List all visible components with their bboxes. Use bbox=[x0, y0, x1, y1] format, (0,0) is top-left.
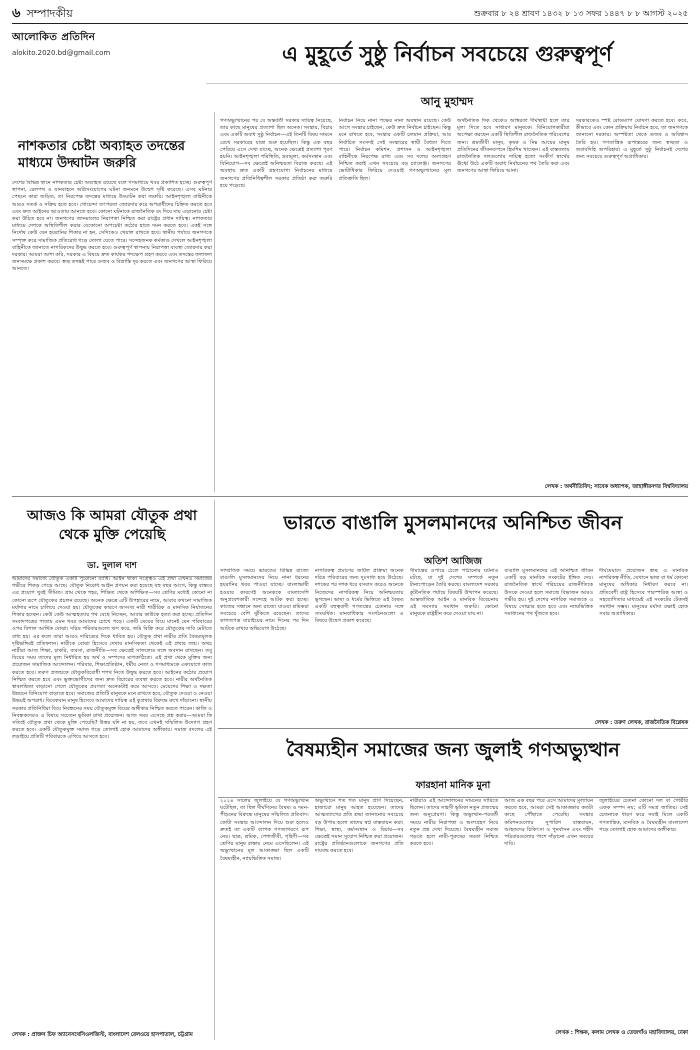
article4-body bbox=[220, 798, 688, 1024]
article4-byline: ফারহানা মানিক মুনা bbox=[218, 776, 688, 798]
section-title: সম্পাদকীয় bbox=[26, 7, 73, 20]
article3-col5: দীর্ঘমেয়াদে প্রয়োজন স্বচ্ছ ও মানবিক নাগরিকত্ব নীতি, যেখানে ভাষা বা ধর্ম কোনো মানুষের অধিকার নির্ধারণ করবে না। প্রতিবেশী রাষ্ট্র হিসেবে পারস্পরিক আস্থা ও সহযোগিতার মাধ্যমেই এই সংকটের টেকসই সমাধান সম্ভব। মানুষের মর্যাদা রক্ষাই হোক সবার অগ্রাধিকার। bbox=[599, 568, 688, 618]
article2-byline: ডা. দুলাল দাশ bbox=[12, 556, 212, 577]
article4-headline: বৈষম্যহীন সমাজের জন্য জুলাই গণঅভ্যুত্থান bbox=[286, 739, 620, 761]
article1-col1: গণঅভ্যুত্থানের পর যে অন্তর্বর্তী সরকার দায়িত্ব নিয়েছে, তার কাছে মানুষের প্রত্যাশা ছিল অনেক। সংস্কার, বিচার এবং একটি অবাধ সুষ্ঠু নির্বাচন—এই তিনটি বিষয় সামনে রেখে সরকারের যাত্রা শুরু হয়েছিল। কিন্তু এক বছর পেরিয়ে এসে দেখা যাচ্ছে, অনেক ক্ষেত্রেই প্রত্যাশা পূরণ হয়নি। আইনশৃঙ্খলা পরিস্থিতি, দ্রব্যমূল্য, কর্মসংস্থান এবং বিনিয়োগ—সব ক্ষেত্রেই অনিশ্চয়তা বিরাজ করছে। এই অবস্থায় দ্রুত একটি গ্রহণযোগ্য নির্বাচনের মাধ্যমে জনগণের প্রতিনিধিত্বশীল সরকার প্রতিষ্ঠা করা জরুরি হয়ে পড়েছে। bbox=[220, 118, 333, 189]
editorial-body: দেশের বিভিন্ন স্থানে নাশকতার চেষ্টা অব্যাহত রয়েছে বলে গণমাধ্যমে খবর প্রকাশিত হচ্ছে। গুরুত্বপূর্ণ স্থাপনা, রেলপথ ও যানবাহনে অগ্নিসংযোগের ঘটনা জনমনে উদ্বেগ সৃষ্টি করেছে। এসব ঘটনার পেছনে কারা জড়িত, তা নিরপেক্ষ তদন্তের মাধ্যমে উদ্ঘাটন করা জরুরি। আইনশৃঙ্খলা বাহিনীকে আরও সতর্ক ও সক্রিয় হতে হবে। গোয়েন্দা তৎপরতা জোরদার করে অপরাধীদের চিহ্নিত করতে হবে এবং দ্রুত আইনের আওতায় আনতে হবে। কোনো ঘটনাকে রাজনৈতিক রং দিয়ে দায় এড়ানোর চেষ্টা করা উচিত হবে না। জনগণের জানমালের নিরাপত্তা নিশ্চিত করা রাষ্ট্রের প্রধান দায়িত্ব। নাশকতার মাধ্যমে দেশকে অস্থিতিশীল করার যেকোনো অপচেষ্টা কঠোর হাতে দমন করতে হবে। একই সঙ্গে নির্দোষ কেউ যেন হয়রানির শিকার না হন, সেদিকেও খেয়াল রাখতে হবে। স্থানীয় পর্যায়ে জনগণকে সম্পৃক্ত করে সামাজিক প্রতিরোধ গড়ে তোলা যেতে পারে। সন্দেহজনক কর্মকাণ্ড দেখলে আইনশৃঙ্খলা বাহিনীকে জানাতে নাগরিকদের উদ্বুদ্ধ করতে হবে। গুরুত্বপূর্ণ স্থাপনায় নিরাপত্তা ব্যবস্থা জোরদার করা দরকার। আমরা আশা করি, সরকার এ বিষয়ে দ্রুত কার্যকর পদক্ষেপ গ্রহণ করবে এবং তদন্তের ফলাফল জনসমক্ষে প্রকাশ করবে। স্বচ্ছ তদন্তই পারে গুজব ও বিভ্রান্তি দূর করতে এবং জনগণের আস্থা ফিরিয়ে আনতে। bbox=[12, 180, 212, 273]
article3-author-note: লেখক : তরুণ লেখক, রাজনৈতিক বিশ্লেষক bbox=[594, 720, 688, 726]
article3-headline-box bbox=[218, 502, 688, 548]
issue-date: শুক্রবার ৮ ২৪ শ্রাবণ ১৪৩২ ৮ ১৩ সফর ১৪৪৭ ৮ ৮ আগস্ট ২০২৫ bbox=[474, 9, 688, 18]
article4-col1: ২০২৪ সালের জুলাইয়ে যে গণঅভ্যুত্থান ঘটেছিল, তা ছিল দীর্ঘদিনের বৈষম্য ও দমন-পীড়নের বিরুদ্ধে মানুষের সম্মিলিত প্রতিবাদ। কোটা সংস্কার আন্দোলন দিয়ে শুরু হলেও দ্রুতই তা একটি ব্যাপক গণজাগরণে রূপ নেয়। ছাত্র, শ্রমিক, পেশাজীবী, গৃহিণী—সব শ্রেণির মানুষ রাস্তায় নেমে এসেছিলেন। এই অভ্যুত্থানের মূল আকাঙ্ক্ষা ছিল একটি বৈষম্যহীন, ন্যায়ভিত্তিক সমাজ। bbox=[220, 798, 309, 862]
article1-col3: অর্থনৈতিক দিক থেকেও অস্থিরতা দীর্ঘস্থায়ী হলে তার মূল্য দিতে হবে সাধারণ মানুষকে। বিনিয়োগকারীরা অপেক্ষা করছেন একটি স্থিতিশীল রাজনৈতিক পরিবেশের জন্য। শ্রমজীবী মানুষ, কৃষক ও নিম্ন আয়ের মানুষ প্রতিদিনের জীবনযাপনে হিমশিম খাচ্ছেন। এই বাস্তবতায় রাজনৈতিক দলগুলোর দায়িত্ব হলো সংকীর্ণ স্বার্থের ঊর্ধ্বে উঠে একটি অবাধ নির্বাচনের পথ তৈরি করা এবং জনগণের আস্থা ফিরিয়ে আনা। bbox=[457, 118, 570, 175]
article1-body bbox=[220, 118, 688, 478]
article2-headline: আজও কি আমরা যৌতুক প্রথা থেকে মুক্তি পেয়েছি bbox=[27, 508, 197, 543]
editorial-box bbox=[12, 62, 212, 492]
contact-email[interactable]: alokito.2020.bd@gmail.com bbox=[12, 49, 111, 57]
section-divider bbox=[218, 728, 688, 729]
article1-col4: সরকারকেও স্পষ্ট রোডম্যাপ ঘোষণা করতে হবে। কবে, কীভাবে এবং কোন প্রক্রিয়ায় নির্বাচন হবে, তা জনগণকে জানানো দরকার। অস্পষ্টতা থেকে গুজব ও অবিশ্বাস তৈরি হয়। গণতান্ত্রিক রূপান্তরের জন্য স্বচ্ছতা ও জবাবদিহি অপরিহার্য। এ মুহূর্তে সুষ্ঠু নির্বাচনই দেশের জন্য সবচেয়ে গুরুত্বপূর্ণ অগ্রাধিকার। bbox=[575, 118, 688, 161]
column-divider bbox=[214, 500, 215, 1040]
article4-headline-box bbox=[218, 730, 688, 774]
article3-byline: অতিশ আজিজ bbox=[424, 556, 482, 567]
article4-author-note: লেখক : শিক্ষক, কলাম লেখক ও তেজগাঁও মহাবিদ্যালয়, ঢাকা bbox=[555, 1030, 688, 1036]
article1-headline-box bbox=[206, 28, 688, 84]
newspaper-logo: আলোকিত প্রতিদিন bbox=[12, 32, 96, 43]
article2-body: আমাদের সমাজে যৌতুক একটি পুরোনো ব্যাধি। আইন থাকা সত্ত্বেও এই প্রথা এখনও সমাজের গভীরে শিকড় গেড়ে আছে। যৌতুক নিরোধ আইন প্রণয়ন করা হয়েছে বহু বছর আগে, কিন্তু বাস্তবে এর প্রয়োগ খুবই সীমিত। গ্রাম থেকে শহর, শিক্ষিত থেকে অশিক্ষিত—সব শ্রেণির মধ্যেই কোনো না কোনো রূপে যৌতুকের প্রচলন রয়েছে। অনেক ক্ষেত্রে এটি উপহারের নামে, আবার কখনো সামাজিক মর্যাদার নামে চালিয়ে দেওয়া হয়। যৌতুকের কারণে অসংখ্য নারী শারীরিক ও মানসিক নির্যাতনের শিকার হচ্ছেন। কেউ কেউ আত্মহত্যার পথ বেছে নিচ্ছেন, আবার কাউকে হত্যা করা হচ্ছে। প্রতিদিন সংবাদপত্রের পাতায় এমন খবর আমাদের চোখে পড়ে। একটি মেয়ের বিয়ে মানেই যেন পরিবারের ওপর বিশাল আর্থিক বোঝা। দরিদ্র পরিবারগুলো ঋণ করে, জমি বিক্রি করে যৌতুকের দাবি মেটাতে বাধ্য হয়। এর ফলে তারা আরও দারিদ্র্যের দিকে ধাবিত হয়। যৌতুক প্রথা নারীর প্রতি বৈষম্যমূলক দৃষ্টিভঙ্গিরই প্রতিফলন। নারীকে বোঝা হিসেবে দেখার মানসিকতা থেকেই এই প্রথার জন্ম। অথচ নারীরা আজ শিক্ষা, চাকরি, ব্যবসা, রাজনীতি—সব ক্ষেত্রেই সাফল্যের সঙ্গে অবদান রাখছেন। তবু বিয়ের সময় তাদের মূল্য নির্ধারিত হয় অর্থ ও সম্পদের মাপকাঠিতে। এই প্রথা থেকে মুক্তির জন্য প্রয়োজন সামাজিক আন্দোলন। পরিবার, শিক্ষাপ্রতিষ্ঠান, ধর্মীয় নেতা ও গণমাধ্যমকে একযোগে কাজ করতে হবে। তরুণ প্রজন্মকে যৌতুকবিরোধী শপথ নিতে উদ্বুদ্ধ করতে হবে। আইনের কঠোর প্রয়োগ নিশ্চিত করতে হবে এবং ভুক্তভোগীদের জন্য দ্রুত বিচারের ব্যবস্থা করতে হবে। নারীর অর্থনৈতিক স্বাবলম্বিতা বাড়ানো গেলে যৌতুকের প্রবণতা অনেকটাই কমে আসবে। মেয়েদের শিক্ষা ও দক্ষতা উন্নয়নে বিনিয়োগ বাড়াতে হবে। সমাজের প্রতিটি মানুষকে মনে রাখতে হবে, যৌতুক দেওয়া ও নেওয়া উভয়ই অপরাধ। বিবেকবান মানুষ হিসেবে আমাদের দায়িত্ব এই কুপ্রথার বিরুদ্ধে রুখে দাঁড়ানো। স্থানীয় সরকার প্রতিনিধিরা বিয়ে নিবন্ধনের সময় যৌতুকমুক্ত বিয়ের অঙ্গীকার নিশ্চিত করতে পারেন। কাজি ও নিবন্ধকদেরও এ বিষয়ে সচেতন ভূমিকা রাখা প্রয়োজন। আজ সময় এসেছে প্রশ্ন করার—আমরা কি সত্যিই যৌতুক প্রথা থেকে মুক্তি পেয়েছি? উত্তর যদি না হয়, তবে এখনই সম্মিলিত উদ্যোগ গ্রহণ করতে হবে। একটি যৌতুকমুক্ত সমাজ গড়ে তোলাই হোক আমাদের অঙ্গীকার। সমাজ বদলের এই লড়াইয়ে প্রতিটি পরিবারকে এগিয়ে আসতে হবে। bbox=[12, 576, 212, 741]
article4-col4: আজ এক বছর পরে এসে আমাদের মূল্যায়ন করতে হবে, আমরা সেই আকাঙ্ক্ষার কতটা কাছে পৌঁছাতে পেরেছি। সংস্কার কমিশনগুলোর সুপারিশ বাস্তবায়ন, আহতদের চিকিৎসা ও পুনর্বাসন এবং শহীদ পরিবারগুলোর পাশে দাঁড়ানো এখন সময়ের দাবি। bbox=[504, 798, 594, 848]
article1-col2: নির্বাচন নিয়ে নানা পক্ষের নানা অবস্থান রয়েছে। কেউ আগে সংস্কার চাইছেন, কেউ দ্রুত নির্বাচন চাইছেন। কিন্তু মনে রাখতে হবে, সংস্কার একটি চলমান প্রক্রিয়া, আর নির্বাচিত সংসদই সেই সংস্কারের স্থায়ী বৈধতা দিতে পারে। নির্বাচন কমিশন, প্রশাসন ও আইনশৃঙ্খলা বাহিনীকে নিরপেক্ষ রাখা এবং সব দলের অংশগ্রহণ নিশ্চিত করাই এখন সবচেয়ে বড় চ্যালেঞ্জ। জনগণের ভোটাধিকার ফিরিয়ে দেওয়াই গণঅভ্যুত্থানের মূল প্রতিশ্রুতি ছিল। bbox=[338, 118, 451, 182]
article3-col2: নাগরিকত্ব প্রমাণের জটিল প্রক্রিয়া অনেক দরিদ্র পরিবারের জন্য দুঃসাধ্য হয়ে উঠেছে। দশকের পর দশক ধরে বসবাস করেও অনেকে নিজেদের নাগরিকত্ব নিয়ে অনিশ্চয়তায় ভুগছেন। ভাষা ও ধর্মের ভিত্তিতে এই বৈষম্য একটি বহুত্ববাদী গণতন্ত্রের চেতনার সঙ্গে সাংঘর্ষিক। মানবাধিকার সংগঠনগুলো এ বিষয়ে উদ্বেগ প্রকাশ করেছে। bbox=[314, 568, 404, 625]
article3-col3: সীমান্তের ওপারে ঠেলে পাঠানোর ঘটনাও ঘটছে, যা দুই দেশের সম্পর্কে নতুন টানাপোড়েন তৈরি করছে। বাংলাদেশ সরকার কূটনৈতিক পর্যায়ে বিষয়টি উত্থাপন করেছে। আন্তর্জাতিক আইন ও মানবিক বিবেচনায় এই সমস্যার সমাধান জরুরি। কোনো মানুষকে রাষ্ট্রহীন করে দেওয়া যায় না। bbox=[409, 568, 499, 618]
article2-headline-box bbox=[12, 500, 212, 552]
article4-col5: জুলাইয়ের চেতনা কোনো দল বা গোষ্ঠীর একক সম্পদ নয়; এটি সমগ্র জাতির। সেই চেতনাকে ধারণ করে সবাই মিলে একটি গণতান্ত্রিক, মানবিক ও বৈষম্যহীন বাংলাদেশ গড়ে তোলাই হোক আমাদের অঙ্গীকার। bbox=[599, 798, 688, 833]
masthead bbox=[12, 30, 202, 57]
editorial-title: নাশকতার চেষ্টা অব্যাহত তদন্তের মাধ্যমে উদ্ঘাটন জরুরি bbox=[18, 139, 185, 171]
column-divider bbox=[214, 112, 215, 492]
article4-col2: অভ্যুত্থানে শত শত মানুষ প্রাণ দিয়েছেন, হাজারো মানুষ আহত হয়েছেন। তাদের আত্মত্যাগের প্রতি শ্রদ্ধা জানানোর সবচেয়ে বড় উপায় হলো তাদের স্বপ্ন বাস্তবায়ন করা। শিক্ষা, স্বাস্থ্য, কর্মসংস্থান ও বিচার—সব ক্ষেত্রেই সমান সুযোগ নিশ্চিত করা প্রয়োজন। রাষ্ট্রের প্রতিষ্ঠানগুলোকে জনগণের প্রতি দায়বদ্ধ করতে হবে। bbox=[314, 798, 404, 855]
article1-byline: আনু মুহাম্মদ bbox=[420, 95, 474, 108]
page-number: ৬ bbox=[12, 6, 21, 21]
article3-body bbox=[220, 568, 688, 718]
article3-headline: ভারতে বাঙালি মুসলমানদের অনিশ্চিত জীবন bbox=[283, 512, 623, 534]
article1-headline: এ মুহূর্তে সুষ্ঠু নির্বাচন সবচেয়ে গুরুত্বপূর্ণ bbox=[282, 41, 612, 66]
article1-author-note: লেখক : অর্থনীতিবিদ; সাবেক অধ্যাপক, জাহাঙ্গীরনগর বিশ্ববিদ্যালয় bbox=[544, 484, 688, 490]
section-divider bbox=[12, 496, 688, 497]
page-header bbox=[12, 6, 688, 24]
article3-col1: সাম্প্রতিক সময়ে ভারতের বিভিন্ন রাজ্যে বাঙালি মুসলমানদের নিয়ে নানা ধরনের হয়রানির খবর পাওয়া যাচ্ছে। বাংলাভাষী হওয়ার কারণেই অনেককে বাংলাদেশি অনুপ্রবেশকারী সন্দেহে আটক করা হচ্ছে। কাজের সন্ধানে অন্য রাজ্যে যাওয়া শ্রমিকরা সবচেয়ে বেশি ঝুঁকিতে রয়েছেন। তাদের কাগজপত্র যাচাইয়ের নামে দিনের পর দিন আটকে রাখার অভিযোগ উঠেছে। bbox=[220, 568, 309, 632]
article3-col4: বাঙালি মুসলমানদের এই অনিশ্চিত জীবন একটি বড় মানবিক সংকটের ইঙ্গিত দেয়। রাজনৈতিক স্বার্থে পরিচয়ের রাজনীতিকে উসকে দেওয়া হলে সমাজে বিভাজন আরও গভীর হয়। দুই দেশের নাগরিক সমাজকে এ বিষয়ে সোচ্চার হতে হবে এবং ন্যায়ভিত্তিক সমাধানের পথ খুঁজতে হবে। bbox=[504, 568, 594, 618]
article2-author-note: লেখক : প্রাক্তন চিফ অ্যানেসথেসিওলজিস্ট, বাংলাদেশ রেলওয়ে হাসপাতাল, চট্টগ্রাম bbox=[12, 1032, 193, 1038]
article4-col3: নারীরাও এই আন্দোলনের সামনের সারিতে ছিলেন। তাদের সাহসী ভূমিকা নতুন প্রজন্মের জন্য অনুপ্রেরণা। কিন্তু অভ্যুত্থান-পরবর্তী সময়ে নারীর নিরাপত্তা ও অংশগ্রহণ নিয়ে নতুন প্রশ্ন দেখা দিয়েছে। বৈষম্যহীন সমাজ গড়তে হলে নারী-পুরুষের সমতা নিশ্চিত করতে হবে। bbox=[409, 798, 499, 848]
